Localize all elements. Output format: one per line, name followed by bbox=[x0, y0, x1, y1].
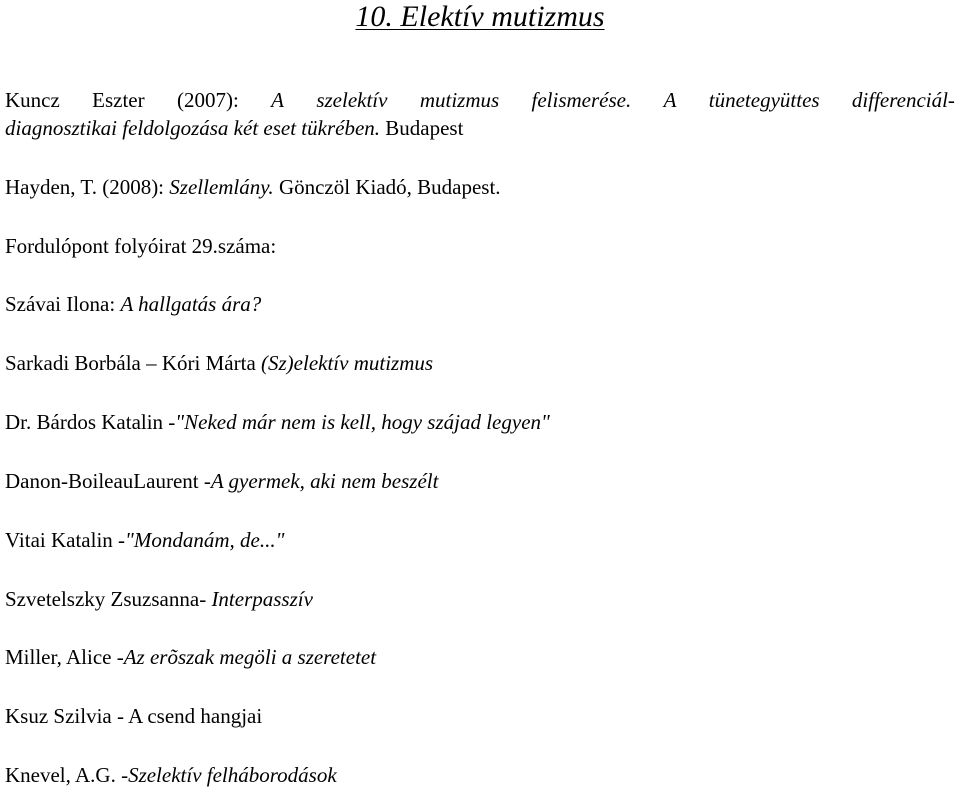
word-italic: felismerése. bbox=[531, 88, 632, 112]
word-italic: mutizmus bbox=[419, 88, 500, 112]
reference-title: Az erõszak megöli a szeretetet bbox=[123, 645, 377, 669]
reference-sarkadi-kori bbox=[5, 351, 955, 375]
reference-author: Szvetelszky Zsuzsanna- bbox=[5, 587, 212, 611]
reference-publisher: Gönczöl Kiadó, Budapest. bbox=[273, 175, 501, 199]
word-italic: szelektív bbox=[316, 88, 388, 112]
reference-plain-text: Budapest bbox=[380, 116, 464, 140]
reference-title: (Sz)elektív mutizmus bbox=[261, 351, 434, 375]
reference-author: Knevel, A.G. - bbox=[5, 763, 129, 787]
word-italic: tünetegyüttes bbox=[708, 88, 820, 112]
reference-miller bbox=[5, 645, 955, 669]
reference-hayden bbox=[5, 175, 955, 199]
reference-title: "Neked már nem is kell, hogy szájad legyen" bbox=[175, 410, 550, 434]
reference-author: Danon-BoileauLaurent - bbox=[5, 469, 211, 493]
word: (2007): bbox=[176, 88, 239, 112]
reference-author: Dr. Bárdos Katalin - bbox=[5, 410, 176, 434]
reference-knevel bbox=[5, 763, 955, 787]
reference-title: A gyermek, aki nem beszélt bbox=[210, 469, 439, 493]
word-italic: A bbox=[271, 88, 284, 112]
word: Kuncz bbox=[5, 88, 60, 112]
reference-szvetelszky bbox=[5, 587, 955, 611]
journal-heading bbox=[5, 234, 955, 258]
word-italic: A bbox=[663, 88, 677, 112]
reference-kuncz-line2 bbox=[5, 116, 955, 140]
reference-author: Vitai Katalin - bbox=[5, 528, 126, 552]
reference-author: Hayden, T. (2008): bbox=[5, 175, 170, 199]
reference-author: Sarkadi Borbála – Kóri Márta bbox=[5, 351, 262, 375]
reference-kuncz-line1 bbox=[5, 88, 955, 112]
reference-vitai bbox=[5, 528, 955, 552]
reference-danon-boileau bbox=[5, 469, 955, 493]
reference-title: Szelektív felháborodások bbox=[128, 763, 337, 787]
reference-bardos bbox=[5, 410, 955, 434]
page-title: 10. Elektív mutizmus bbox=[355, 0, 605, 33]
reference-title: "Mondanám, de..." bbox=[125, 528, 285, 552]
reference-author: Miller, Alice - bbox=[5, 645, 124, 669]
reference-title: A hallgatás ára? bbox=[120, 292, 262, 316]
reference-title: Szellemlány. bbox=[169, 175, 274, 199]
reference-ksuz bbox=[5, 704, 955, 728]
reference-italic-text: diagnosztikai feldolgozása két eset tükrében. bbox=[5, 116, 381, 140]
reference-text: Ksuz Szilvia - A csend hangjai bbox=[5, 704, 263, 728]
word: Eszter bbox=[92, 88, 145, 112]
reference-szavai bbox=[5, 292, 955, 316]
reference-title: Interpasszív bbox=[211, 587, 313, 611]
reference-author: Szávai Ilona: bbox=[5, 292, 121, 316]
journal-heading-text: Fordulópont folyóirat 29.száma: bbox=[5, 234, 277, 258]
word-italic: differenciál- bbox=[851, 88, 955, 112]
